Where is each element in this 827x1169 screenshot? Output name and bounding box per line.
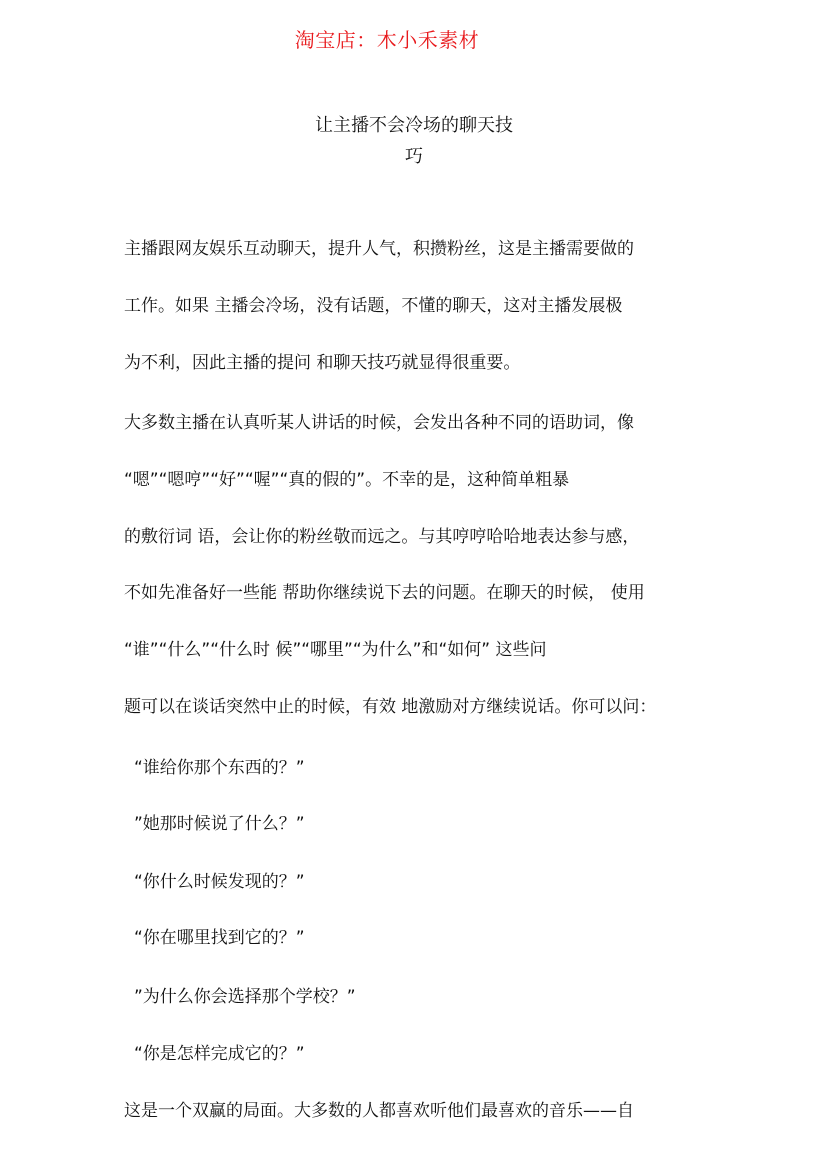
question-line: “你是怎样完成它的？” bbox=[134, 1044, 305, 1064]
paragraph-line: 不如先准备好一些能 帮助你继续说下去的问题。在聊天的时候， 使用 bbox=[124, 583, 645, 603]
shop-banner: 淘宝店：木小禾素材 bbox=[294, 28, 480, 52]
question-line: ”为什么你会选择那个学校？” bbox=[134, 987, 356, 1007]
paragraph-line: “谁”“什么”“什么时 候”“哪里”“为什么”和“如何” 这些问 bbox=[124, 640, 547, 660]
question-line: “你什么时候发现的？” bbox=[134, 872, 305, 892]
question-line: ”她那时候说了什么？” bbox=[134, 814, 305, 834]
paragraph-line: 的敷衍词 语，会让你的粉丝敬而远之。与其哼哼哈哈地表达参与感， bbox=[124, 527, 640, 547]
question-line: “谁给你那个东西的？” bbox=[134, 758, 305, 778]
paragraph-line: 大多数主播在认真听某人讲话的时候，会发出各种不同的语助词，像 bbox=[124, 413, 634, 433]
document-title bbox=[290, 110, 538, 172]
paragraph-line: 主播跟网友娱乐互动聊天，提升人气，积攒粉丝，这是主播需要做的 bbox=[124, 239, 634, 259]
title-line-1: 让主播不会冷场的聊天技 bbox=[315, 115, 513, 136]
paragraph-line: 这是一个双赢的局面。大多数的人都喜欢听他们最喜欢的音乐——自 bbox=[124, 1101, 634, 1121]
title-line-2: 巧 bbox=[405, 146, 423, 167]
paragraph-line: 工作。如果 主播会冷场，没有话题，不懂的聊天，这对主播发展极 bbox=[124, 296, 623, 316]
paragraph-line: 为不利，因此主播的提问 和聊天技巧就显得很重要。 bbox=[124, 353, 521, 373]
paragraph-line: “嗯”“嗯哼”“好”“喔”“真的假的”。不幸的是，这种简单粗暴 bbox=[124, 470, 570, 490]
paragraph-line: 题可以在谈话突然中止的时候，有效 地激励对方继续说话。你可以问： bbox=[124, 697, 657, 717]
question-line: “你在哪里找到它的？” bbox=[134, 928, 305, 948]
